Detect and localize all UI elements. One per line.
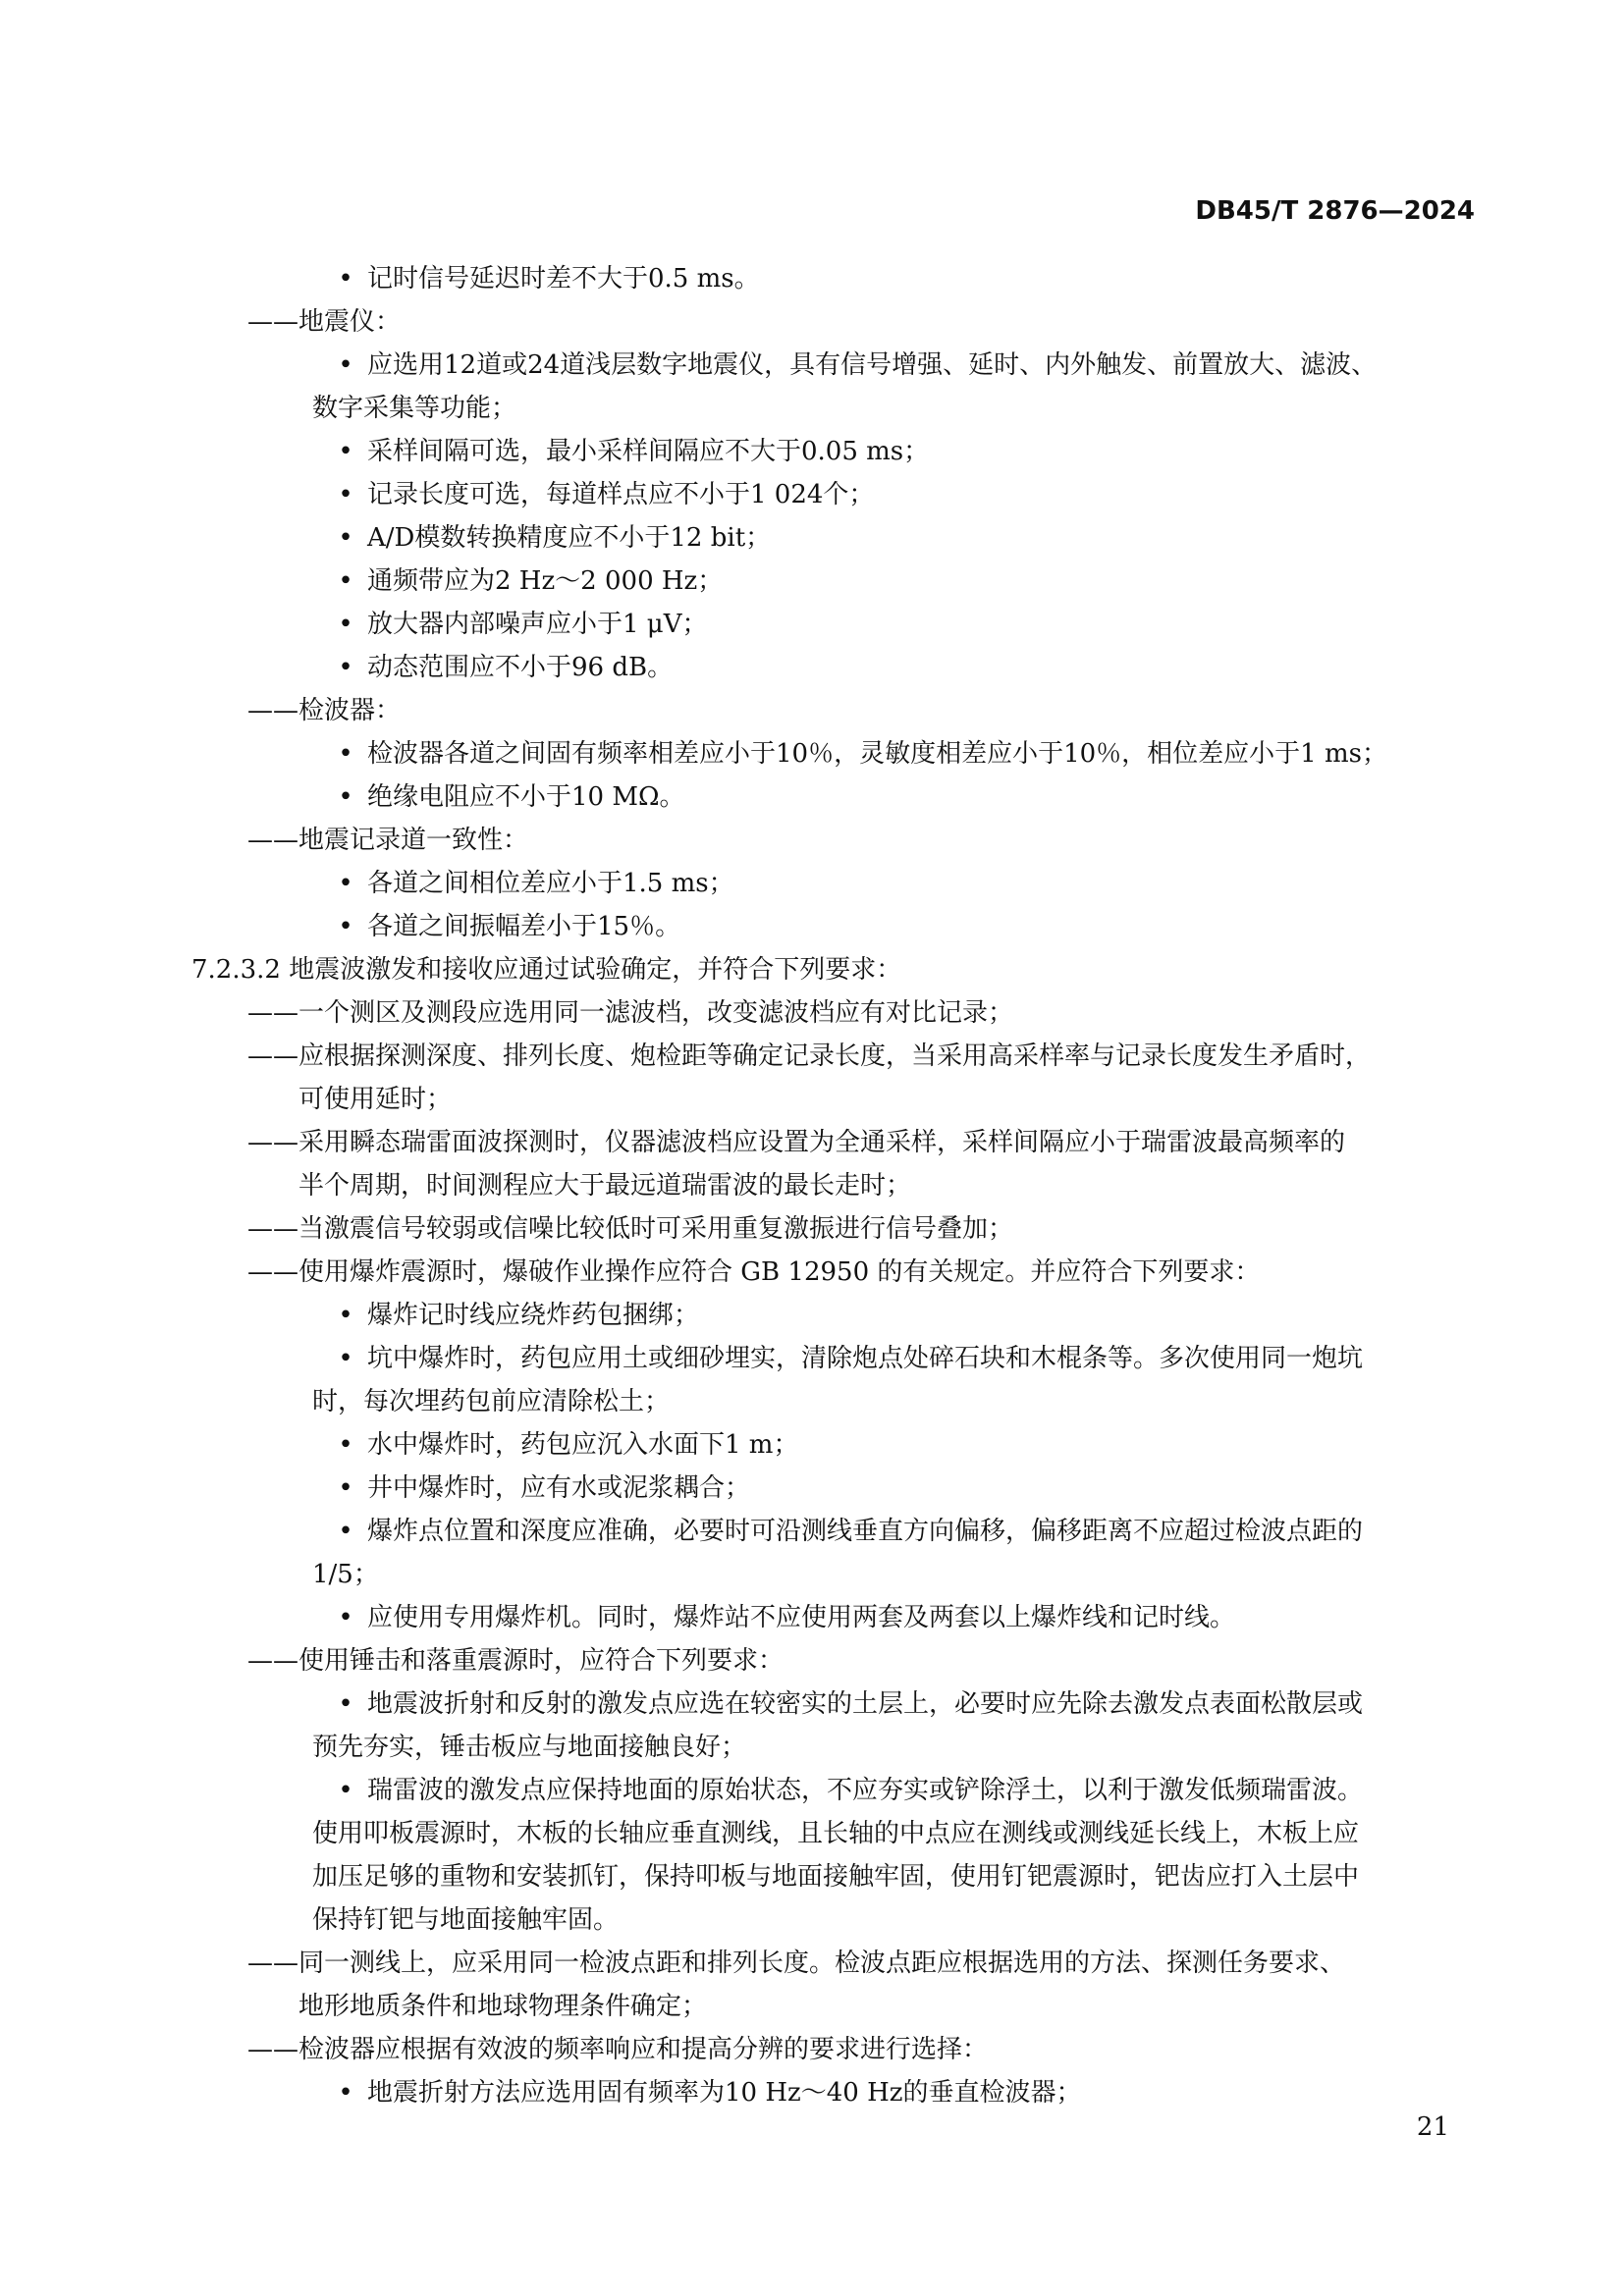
dash-item-continuation-text: 半个周期，时间测程应大于最远道瑞雷波的最长走时； <box>298 1171 912 1201</box>
bullet-text: 应使用专用爆炸机。同时，爆炸站不应使用两套及两套以上爆炸线和记时线。 <box>367 1603 1236 1632</box>
bullet-text: 坑中爆炸时，药包应用土或细砂埋实，清除炮点处碎石块和木棍条等。多次使用同一炮坑 <box>367 1344 1364 1373</box>
bullet-item-continuation-text: 加压足够的重物和安装抓钉，保持叩板与地面接触牢固，使用钉钯震源时，钯齿应打入土层中 <box>312 1862 1360 1892</box>
bullet-item-continuation <box>0 1855 1624 1898</box>
bullet-item <box>0 732 1624 775</box>
dash-item <box>0 689 1624 732</box>
bullet-item-continuation <box>0 1812 1624 1855</box>
bullet-dot-icon: • <box>338 610 353 639</box>
bullet-item-continuation-text: 数字采集等功能； <box>312 394 517 423</box>
bullet-text: 记时信号延迟时差不大于0.5 ms。 <box>367 264 760 294</box>
dash-item-continuation-text: 可使用延时； <box>298 1085 453 1114</box>
dash-item <box>0 2028 1624 2071</box>
bullet-item <box>0 1510 1624 1553</box>
bullet-dot-icon: • <box>338 437 353 466</box>
bullet-dot-icon: • <box>338 782 353 812</box>
bullet-text: 瑞雷波的激发点应保持地面的原始状态，不应夯实或铲除浮土，以利于激发低频瑞雷波。 <box>367 1776 1364 1805</box>
bullet-text: A/D模数转换精度应不小于12 bit； <box>367 523 772 553</box>
page-number: 21 <box>1416 2112 1449 2142</box>
dash-item-continuation <box>0 1078 1624 1121</box>
dash-item <box>0 1035 1624 1078</box>
bullet-item-continuation-text: 保持钉钯与地面接触牢固。 <box>312 1905 620 1935</box>
bullet-dot-icon: • <box>338 2078 353 2108</box>
dash-item-text: ——地震记录道一致性： <box>247 826 529 855</box>
bullet-text: 检波器各道之间固有频率相差应小于10％，灵敏度相差应小于10％，相位差应小于1 ms； <box>367 739 1387 769</box>
bullet-text: 记录长度可选，每道样点应不小于1 024个； <box>367 480 875 509</box>
bullet-text: 采样间隔可选，最小采样间隔应不大于0.05 ms； <box>367 437 930 466</box>
dash-item-continuation-text: 地形地质条件和地球物理条件确定； <box>298 1992 708 2021</box>
dash-item <box>0 1207 1624 1251</box>
bullet-item <box>0 1294 1624 1337</box>
bullet-item <box>0 344 1624 387</box>
dash-item-continuation <box>0 1985 1624 2028</box>
bullet-item-continuation-text: 时，每次埋药包前应清除松土； <box>312 1387 671 1416</box>
bullet-text: 放大器内部噪声应小于1 μV； <box>367 610 708 639</box>
bullet-item <box>0 516 1624 560</box>
bullet-dot-icon: • <box>338 1344 353 1373</box>
bullet-item <box>0 473 1624 516</box>
bullet-text: 各道之间振幅差小于15％。 <box>367 912 681 941</box>
bullet-item <box>0 775 1624 819</box>
bullet-item <box>0 646 1624 689</box>
bullet-item <box>0 1682 1624 1726</box>
dash-item <box>0 1942 1624 1985</box>
bullet-dot-icon: • <box>338 1517 353 1546</box>
dash-item-text: ——检波器应根据有效波的频率响应和提高分辨的要求进行选择： <box>247 2035 989 2064</box>
bullet-text: 水中爆炸时，药包应沉入水面下1 m； <box>367 1430 799 1460</box>
clause-heading-text: 7.2.3.2 地震波激发和接收应通过试验确定，并符合下列要求： <box>191 955 902 985</box>
bullet-text: 各道之间相位差应小于1.5 ms； <box>367 869 734 898</box>
bullet-text: 爆炸记时线应绕炸药包捆绑； <box>367 1301 700 1330</box>
bullet-text: 通频带应为2 Hz～2 000 Hz； <box>367 566 724 596</box>
bullet-item-continuation <box>0 387 1624 430</box>
dash-item <box>0 1251 1624 1294</box>
bullet-dot-icon: • <box>338 1473 353 1503</box>
document-id-header: DB45/T 2876—2024 <box>1195 196 1475 226</box>
dash-item <box>0 1639 1624 1682</box>
dash-item-text: ——一个测区及测段应选用同一滤波档，改变滤波档应有对比记录； <box>247 998 1014 1028</box>
bullet-dot-icon: • <box>338 1776 353 1805</box>
dash-item-continuation <box>0 1164 1624 1207</box>
bullet-item <box>0 603 1624 646</box>
bullet-dot-icon: • <box>338 869 353 898</box>
bullet-item <box>0 560 1624 603</box>
bullet-dot-icon: • <box>338 1689 353 1719</box>
bullet-item <box>0 2071 1624 2114</box>
bullet-dot-icon: • <box>338 1603 353 1632</box>
bullet-item <box>0 1467 1624 1510</box>
bullet-item-continuation <box>0 1553 1624 1596</box>
bullet-dot-icon: • <box>338 1301 353 1330</box>
dash-item <box>0 1121 1624 1164</box>
dash-item <box>0 300 1624 344</box>
bullet-item <box>0 430 1624 473</box>
dash-item-text: ——使用爆炸震源时，爆破作业操作应符合 GB 12950 的有关规定。并应符合下列要求： <box>247 1257 1261 1287</box>
dash-item <box>0 819 1624 862</box>
document-body <box>0 257 1624 2114</box>
bullet-dot-icon: • <box>338 912 353 941</box>
bullet-item <box>0 862 1624 905</box>
bullet-item <box>0 1769 1624 1812</box>
bullet-item-continuation <box>0 1726 1624 1769</box>
bullet-dot-icon: • <box>338 566 353 596</box>
bullet-item-continuation-text: 预先夯实，锤击板应与地面接触良好； <box>312 1733 747 1762</box>
bullet-text: 绝缘电阻应不小于10 MΩ。 <box>367 782 685 812</box>
bullet-item-continuation <box>0 1380 1624 1423</box>
dash-item-text: ——检波器： <box>247 696 402 725</box>
dash-item-text: ——地震仪： <box>247 307 402 337</box>
bullet-item <box>0 1596 1624 1639</box>
bullet-dot-icon: • <box>338 653 353 682</box>
dash-item-text: ——应根据探测深度、排列长度、炮检距等确定记录长度，当采用高采样率与记录长度发生矛盾时， <box>247 1041 1372 1071</box>
bullet-dot-icon: • <box>338 350 353 380</box>
dash-item-text: ——使用锤击和落重震源时，应符合下列要求： <box>247 1646 785 1676</box>
clause-heading <box>0 948 1624 991</box>
bullet-item <box>0 1337 1624 1380</box>
bullet-item-continuation-text: 1/5； <box>312 1560 379 1589</box>
bullet-dot-icon: • <box>338 480 353 509</box>
bullet-item <box>0 905 1624 948</box>
bullet-text: 应选用12道或24道浅层数字地震仪，具有信号增强、延时、内外触发、前置放大、滤波、 <box>367 350 1378 380</box>
bullet-text: 井中爆炸时，应有水或泥浆耦合； <box>367 1473 751 1503</box>
dash-item-text: ——同一测线上，应采用同一检波点距和排列长度。检波点距应根据选用的方法、探测任务要求、 <box>247 1949 1346 1978</box>
bullet-dot-icon: • <box>338 264 353 294</box>
bullet-text: 地震波折射和反射的激发点应选在较密实的土层上，必要时应先除去激发点表面松散层或 <box>367 1689 1364 1719</box>
bullet-item <box>0 1423 1624 1467</box>
bullet-dot-icon: • <box>338 523 353 553</box>
bullet-dot-icon: • <box>338 739 353 769</box>
bullet-item-continuation-text: 使用叩板震源时，木板的长轴应垂直测线，且长轴的中点应在测线或测线延长线上，木板上应 <box>312 1819 1360 1848</box>
bullet-item <box>0 257 1624 300</box>
bullet-text: 动态范围应不小于96 dB。 <box>367 653 674 682</box>
bullet-text: 地震折射方法应选用固有频率为10 Hz～40 Hz的垂直检波器； <box>367 2078 1082 2108</box>
bullet-text: 爆炸点位置和深度应准确，必要时可沿测线垂直方向偏移，偏移距离不应超过检波点距的 <box>367 1517 1364 1546</box>
bullet-dot-icon: • <box>338 1430 353 1460</box>
dash-item-text: ——当激震信号较弱或信噪比较低时可采用重复激振进行信号叠加； <box>247 1214 1014 1244</box>
bullet-item-continuation <box>0 1898 1624 1942</box>
dash-item <box>0 991 1624 1035</box>
dash-item-text: ——采用瞬态瑞雷面波探测时，仪器滤波档应设置为全通采样，采样间隔应小于瑞雷波最高频率的 <box>247 1128 1346 1157</box>
